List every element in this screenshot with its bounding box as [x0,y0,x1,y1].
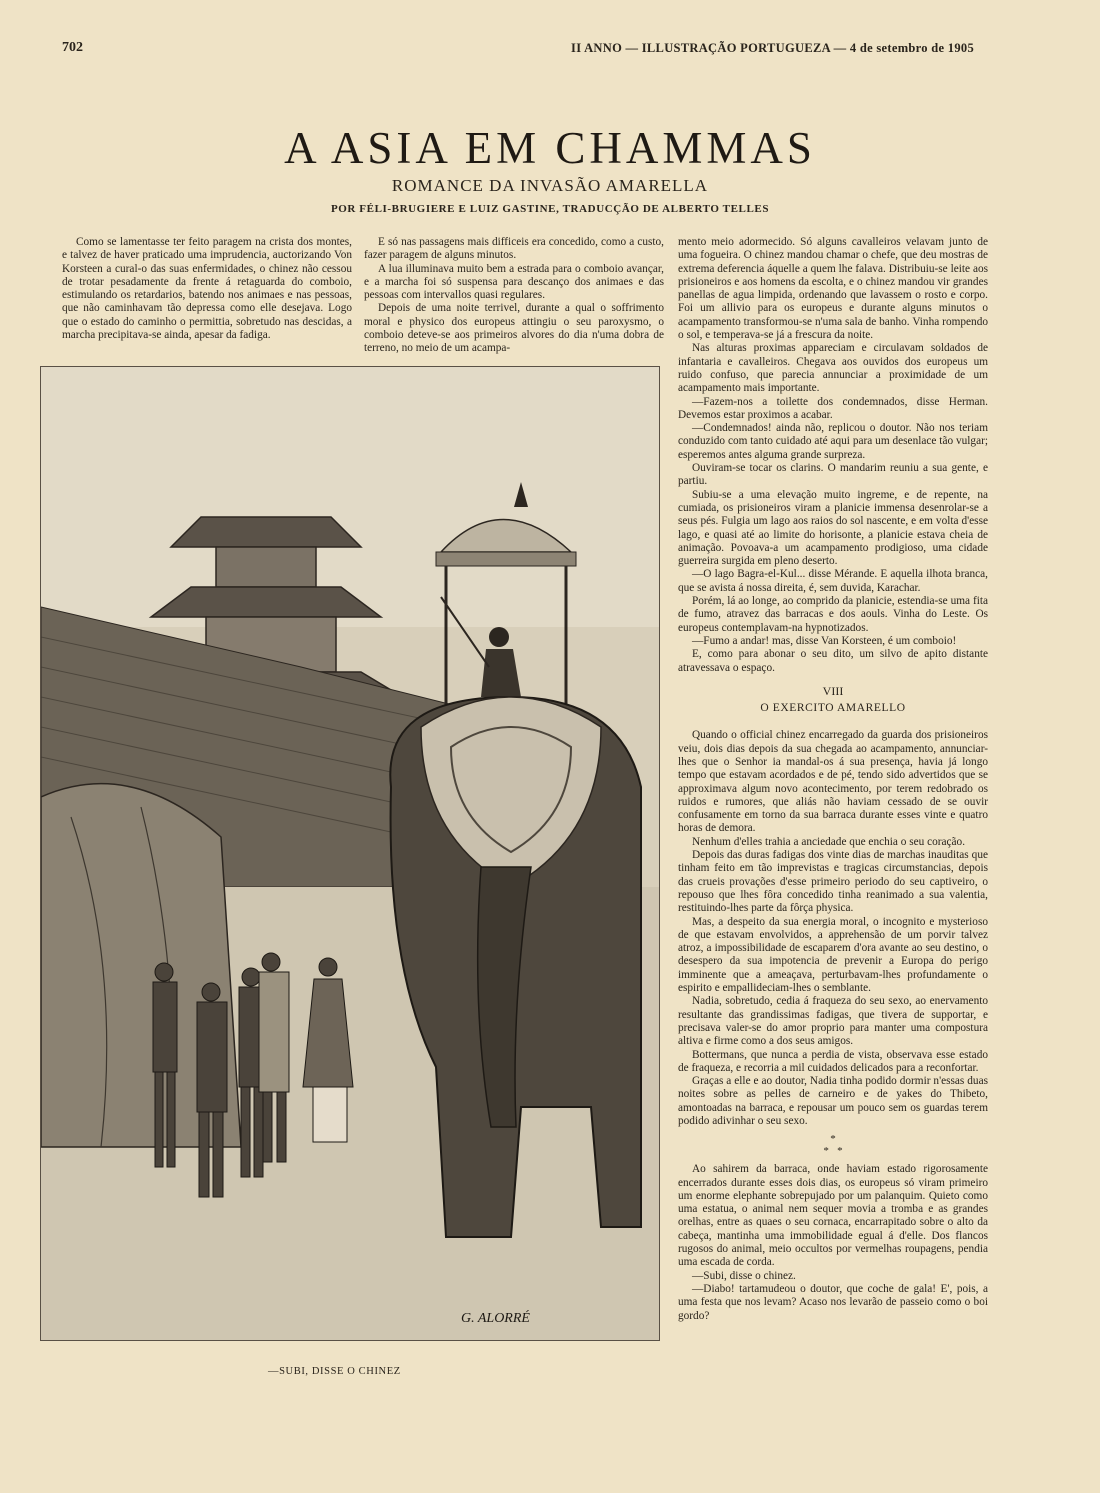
paragraph: Como se lamentasse ter feito paragem na crista dos montes, e talvez de haver praticado uma imprudencia, auctorizando Von Korsteen a cural-o das suas enfermidades, o chinez não cessou de trotar pesadamente da frente á retaguarda do comboio, estimulando os retardarios, batendo nos animaes e nas pessoas, que não caminhavam tão depressa como elle desejava. Logo que o estado do caminho o permittia, sobretudo nas descidas, a marcha precipitava-se ainda, apesar da fadiga. [62,236,352,342]
illustration-signature: G. ALORRÉ [461,1311,530,1326]
paragraph: —Fumo a andar! mas, disse Van Korsteen, é um comboio! [692,634,957,647]
paragraph: —O lago Bagra-el-Kul... disse Mérande. E aquella ilhota branca, que se avista á nossa direita, é, sem duvida, Karachar. [678,568,988,594]
illustration-caption: —SUBI, DISSE O CHINEZ [268,1366,401,1377]
text-column-1 [62,236,352,342]
paragraph: Ao sahirem da barraca, onde haviam estado rigorosamente encerrados durante esses dois dias, os europeus só viram primeiro um enorme elephante sobrepujado por um palanquim. Quieto como uma estatua, o animal nem sequer movia a tromba e as grandes orelhas, entre as quaes o seu cornaca, encarrapitado sobre o alto da cabeça, mantinha uma immobilidade egual á d'elle. Dos flancos rugosos do animal, meio occultos por vermelhas roupagens, pendia uma escada de corda. [678,1163,988,1269]
section-title: O EXERCITO AMARELLO [760,702,906,715]
running-head: II ANNO — ILLUSTRAÇÃO PORTUGUEZA — 4 de setembro de 1905 [571,41,974,55]
paragraph: Mas, a despeito da sua energia moral, o incognito e mysterioso de que estavam envolvidos, a apprehensão de um porvir talvez atroz, a impossibilidade de escaparem d'ora avante ao seu destino, o desespero da sua impotencia de prevenir a Europa do perigo imminente que a ameaçava, perturbavam-lhes profundamente o espirito e empallideciam-lhes o semblante. [678,915,988,995]
asterisk-bottom: * * [823,1145,843,1158]
article-subtitle: ROMANCE DA INVASÃO AMARELLA [391,176,709,195]
engraving-illustration [41,367,659,1340]
illustration-elephant [40,366,660,1341]
paragraph: Nas alturas proximas appareciam e circulavam soldados de infantaria e cavalleiros. Chegava aos ouvidos dos europeus um ruido confuso, que parecia annunciar a proximidade de um acampamento mais importante. [678,342,988,395]
paragraph: —Condemnados! ainda não, replicou o doutor. Não nos teriam conduzido com tanto cuidado até aqui para um desenlace tão vulgar; esperemos antes alguma grande surpreza. [678,422,988,461]
paragraph: Depois de uma noite terrivel, durante a qual o soffrimento moral e physico dos europeus attingiu o seu paroxysmo, o comboio deteve-se aos primeiros alvores do dia n'uma dobra de terreno, no meio de um acampa- [364,302,664,355]
paragraph: Graças a elle e ao doutor, Nadia tinha podido dormir n'essas duas noites sobre as pelles de carneiro e de yakes do Thibeto, amontoadas na barraca, e repousar um pouco sem os guardas terem podido adivinhar o seu sexo. [678,1075,988,1127]
paragraph: Nadia, sobretudo, cedia á fraqueza do seu sexo, ao enervamento resultante das grandissimas fadigas, que tivera de supportar, e precisava valer-se do amor proprio para manter uma compostura altiva e firme como a dos seus amigos. [678,995,988,1048]
paragraph: Ouviram-se tocar os clarins. O mandarim reuniu a sua gente, e partiu. [678,462,988,488]
paragraph: mento meio adormecido. Só alguns cavalleiros velavam junto de uma fogueira. O chinez mandou chamar o chefe, que deu mostras de extrema deferencia áquelle a quem lhe falava. Distribuiu-se leite aos prisioneiros e aos homens da escolta, e o chinez mandou vir grandes panellas de agua limpida, ordenando que lavassem o rosto e corpo. Foi um allivio para os europeus e durante alguns minutos o acampamento transformou-se n'uma sala de banho. Vinha rompendo o sol, e temperava-se já a frescura da noite. [678,236,988,342]
text-column-2 [364,236,664,356]
paragraph: Quando o official chinez encarregado da guarda dos prisioneiros veiu, dois dias depois da sua chegada ao acampamento, annunciar-lhes que o Senhor ia mandal-os á sua presença, havia já longo tempo que estavam acordados e de pé, tendo sido advertidos que se approximava algum novo acontecimento, por terem redobrado os ruidos e rumores, que aliás não haviam cessado de se ouvir confusamente em torno da sua barraca durante esses vinte e quatro horas de demora. [678,729,988,835]
paragraph: —Subi, disse o chinez. [692,1269,796,1282]
article-byline: POR FÉLI-BRUGIERE E LUIZ GASTINE, TRADUCÇÃO DE ALBERTO TELLES [330,203,770,215]
paragraph: —Diabo! tartamudeou o doutor, que coche de gala! E', pois, a uma festa que nos levam? Acaso nos levarão de passeio como o boi gordo? [678,1282,988,1322]
paragraph: Bottermans, que nunca a perdia de vista, observava esse estado de fraqueza, e recorria a mil cuidados delicados para a reconfortar. [678,1048,988,1074]
asterisk-top: * [830,1133,836,1146]
article-title: A ASIA EM CHAMMAS [284,123,816,173]
paragraph: Depois das duras fadigas dos vinte dias de marchas inauditas que tinham feito em tão imprevistas e tragicas circumstancias, depois das crueis provações d'esse primeiro periodo do seu captiveiro, o repouso que lhes fôra concedido tinha reanimado a sua valentia, restituindo-lhes parte da fôrça physica. [678,849,988,915]
paragraph: Porém, lá ao longe, ao comprido da planicie, estendia-se uma fita de fumo, atravez das barracas e dos aouls. Vinha do Leste. Os europeus contemplavam-na hypnotizados. [678,595,988,634]
paragraph: A lua illuminava muito bem a estrada para o comboio avançar, e a marcha foi só suspensa para descanço dos animaes e das pessoas com intervallos quasi regulares. [364,262,664,302]
paragraph: E, como para abonar o seu dito, um silvo de apito distante atravessava o espaço. [678,648,988,674]
paragraph: Subiu-se a uma elevação muito ingreme, e de repente, na cumiada, os prisioneiros viram a planicie immensa desenrolar-se a seus pés. Fulgia um lago aos raios do sol nascente, e em volta d'esse lago, e quasi até ao limite do horisonte, a planicie estava cheia de animação. Povoava-a um acampamento prodigioso, uma cidade guerreira surgida em pleno deserto. [678,488,988,568]
section-number: VIII [822,683,844,698]
page-number: 702 [62,40,83,55]
paragraph: Nenhum d'elles trahia a anciedade que enchia o seu coração. [692,835,966,848]
paragraph: E só nas passagens mais difficeis era concedido, como a custo, fazer paragem de alguns minutos. [364,236,664,262]
paragraph: —Fazem-nos a toilette dos condemnados, disse Herman. Devemos estar proximos a acabar. [678,395,988,421]
section-break-asterisks [678,1133,988,1157]
text-column-3 [678,236,988,1323]
